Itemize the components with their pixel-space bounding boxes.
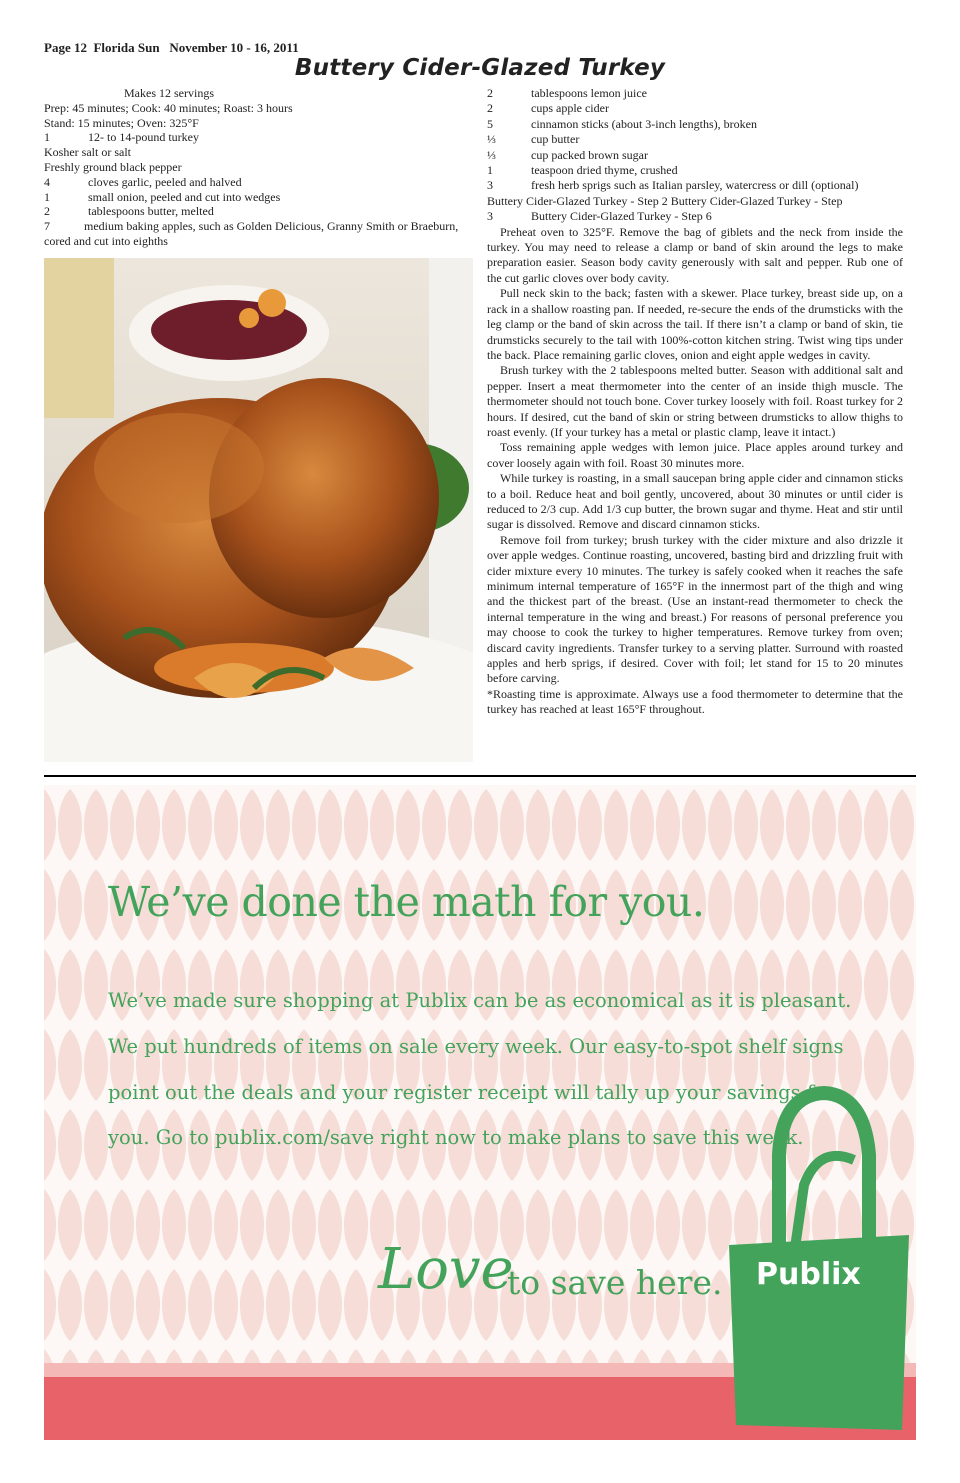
instruction-paragraph: Brush turkey with the 2 tablespoons melted butter. Season with additional salt and pepper. Insert a meat thermometer into the center of an inside thigh muscle. The thermometer should not touch bone. Cover turkey loosely with foil. Roast turkey for 2 hours. If desired, cut the band of skin or string between drumsticks to allow thighs to roast evenly. (If your turkey has a metal or plastic clamp, leave it intact.) bbox=[487, 363, 903, 439]
ad-body bbox=[108, 978, 852, 1161]
step-line: 3 Buttery Cider-Glazed Turkey - Step 6 bbox=[487, 209, 712, 224]
ad-body-line: you. Go to publix.com/save right now to make plans to save this week. bbox=[108, 1126, 804, 1150]
ad-headline: We’ve done the math for you. bbox=[108, 878, 705, 926]
ingredient: 7 medium baking apples, such as Golden Delicious, Granny Smith or Braeburn, cored and cut into eighths bbox=[44, 219, 459, 248]
ingredient: Freshly ground black pepper bbox=[44, 159, 182, 174]
publix-logo: Publix bbox=[756, 1257, 861, 1292]
ingredient: 2 tablespoons butter, melted bbox=[44, 204, 214, 219]
ingredient: 2 cups apple cider bbox=[487, 101, 609, 116]
instruction-paragraph: Remove foil from turkey; brush turkey with the cider mixture and also drizzle it over apple wedges. Continue roasting, uncovered, basting bird and drizzling fruit with cider mixture every 10 minutes. The turkey is safely cooked when it reaches the safe minimum internal temperature of 165°F in the innermost part of the thigh and wing and the thickest part of the breast. (Use an instant-read thermometer to check the internal temperature in the wing and breast.) For reasons of personal preference you may choose to cook the turkey to higher temperatures. Remove turkey from oven; discard cavity ingredients. Transfer turkey to a serving platter. Surround with roasted apples and herb sprigs, if desired. Cover with foil; let stand for 15 to 20 minutes before carving. bbox=[487, 532, 903, 686]
instruction-paragraph: Toss remaining apple wedges with lemon juice. Place apples around turkey and cover loosely again with foil. Roast 30 minutes more. bbox=[487, 440, 903, 470]
turkey-illustration bbox=[44, 258, 473, 762]
prep-times: Prep: 45 minutes; Cook: 40 minutes; Roast: 3 hours bbox=[44, 100, 293, 115]
ingredient: 5 cinnamon sticks (about 3-inch lengths), broken bbox=[487, 116, 757, 131]
ingredient: 4 cloves garlic, peeled and halved bbox=[44, 174, 242, 189]
ingredient: 3 fresh herb sprigs such as Italian parsley, watercress or dill (optional) bbox=[487, 178, 859, 193]
ingredient: 1 teaspoon dried thyme, crushed bbox=[487, 163, 678, 178]
left-column bbox=[44, 86, 464, 249]
instruction-paragraph: Preheat oven to 325°F. Remove the bag of giblets and the neck from inside the turkey. You may need to release a clamp or band of skin around the legs to make preparation easier. Season body cavity generously with salt and pepper. Rub one of the cut garlic cloves over body cavity. bbox=[487, 224, 903, 285]
instruction-paragraph: Pull neck skin to the back; fasten with a skewer. Place turkey, breast side up, on a rack in a shallow roasting pan. If needed, re-secure the ends of the drumsticks with the leg clamp or the band of skin across the tail. If there isn’t a clamp or band of skin, tie drumsticks securely to the tail with 100%-cotton kitchen string. Twist wing tips under the back. Place remaining garlic cloves, onion and eight apple wedges in cavity. bbox=[487, 286, 903, 362]
ingredient: Kosher salt or salt bbox=[44, 145, 131, 160]
recipe-title: Buttery Cider-Glazed Turkey bbox=[294, 55, 666, 81]
servings: Makes 12 servings bbox=[124, 86, 214, 100]
section-divider bbox=[44, 775, 916, 777]
instruction-paragraph: While turkey is roasting, in a small saucepan bring apple cider and cinnamon sticks to a boil. Reduce heat and boil gently, uncovered, about 30 minutes or until cider is reduced to 2/3 cup. Add 1/3 cup butter, the brown sugar and thyme. Heat and stir until sugar is dissolved. Remove and discard cinnamon sticks. bbox=[487, 471, 903, 532]
stand-oven: Stand: 15 minutes; Oven: 325°F bbox=[44, 115, 199, 130]
ingredient: 1 12- to 14-pound turkey bbox=[44, 130, 199, 145]
right-column bbox=[487, 86, 903, 718]
ad-body-line: We put hundreds of items on sale every week. Our easy-to-spot shelf signs bbox=[108, 1034, 844, 1058]
footnote: *Roasting time is approximate. Always use a food thermometer to determine that the turkey has reached at least 165°F throughout. bbox=[487, 686, 903, 717]
ingredient: ⅓ cup butter bbox=[487, 132, 580, 147]
publix-advertisement bbox=[44, 785, 916, 1440]
ingredient: ⅓ cup packed brown sugar bbox=[487, 147, 648, 162]
turkey-photo bbox=[44, 258, 473, 762]
tagline: to save here. bbox=[507, 1263, 723, 1302]
page-header: Page 12 Florida Sun November 10 - 16, 2011 bbox=[44, 40, 299, 55]
ingredient: 2 tablespoons lemon juice bbox=[487, 86, 647, 100]
shopping-bag-icon bbox=[724, 1085, 914, 1435]
ad-body-line: We’ve made sure shopping at Publix can be as economical as it is pleasant. bbox=[108, 989, 852, 1012]
ad-body-line: point out the deals and your register receipt will tally up your savings for bbox=[108, 1080, 836, 1104]
step-line: Buttery Cider-Glazed Turkey - Step 2 Buttery Cider-Glazed Turkey - Step bbox=[487, 193, 843, 208]
ingredient: 1 small onion, peeled and cut into wedges bbox=[44, 189, 281, 204]
love-script: Love bbox=[378, 1237, 514, 1302]
